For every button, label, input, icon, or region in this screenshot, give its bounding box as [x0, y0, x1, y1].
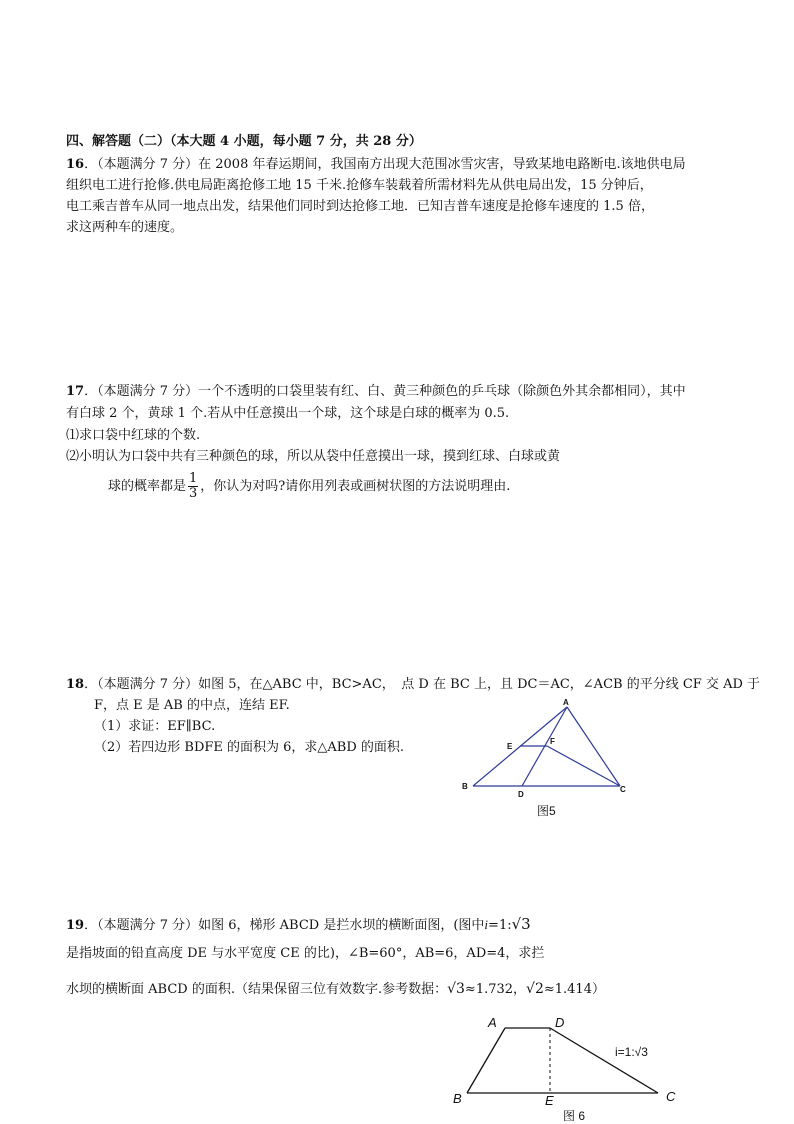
q19-ref-val2: ≈1.414）	[543, 982, 605, 997]
fig6-label-C: C	[666, 1089, 676, 1104]
q17-last-before: 球的概率都是	[108, 479, 187, 494]
q19-ref-sqrt2: √2	[526, 981, 544, 997]
fig6-label-B: B	[453, 1091, 462, 1106]
q18-number: 18	[66, 677, 85, 692]
q17-frac-num: 1	[189, 471, 198, 486]
fig6-label-D: D	[555, 1015, 565, 1030]
q17-last-after: ，你认为对吗?请你用列表或画树状图的方法说明理由.	[200, 479, 511, 494]
fig6-side-AB	[467, 1028, 505, 1093]
q16-number: 16	[66, 157, 85, 172]
q19-line-2: 是指坡面的铅直高度 DE 与水平宽度 CE 的比)，∠B=60°，AB=6，AD=4，求拦	[66, 946, 545, 961]
q16-line-1	[66, 156, 686, 174]
q17-frac-den: 3	[189, 486, 198, 501]
figure-5	[455, 695, 640, 805]
figure-6-caption: 图 6	[563, 1109, 586, 1123]
q17-line-2: 有白球 2 个，黄球 1 个.若从中任意摸出一个球，这个球是白球的概率为 0.5.	[66, 406, 510, 421]
q16-line-2: 组织电工进行抢修.供电局距离抢修工地 15 千米.抢修车装载着所需材料先从供电局出发，15 分钟后，	[66, 178, 653, 193]
q18-line-2: F，点 E 是 AB 的中点，连结 EF.	[94, 698, 290, 713]
fig5-label-A: A	[563, 698, 569, 707]
fig5-label-F: F	[550, 737, 555, 746]
q17-line-5	[108, 470, 510, 504]
q17-fraction	[188, 472, 198, 501]
q17-number: 17	[66, 384, 85, 399]
fig6-slope-label: i=1:√3	[615, 1045, 648, 1059]
fig5-label-E: E	[507, 742, 513, 751]
q19-line-3	[66, 978, 605, 1001]
fig5-side-AC	[567, 707, 620, 786]
q19-ratio: =1:	[488, 918, 512, 933]
q19-line-1	[66, 912, 531, 938]
q19-ref-val1: ≈1.732，	[464, 982, 527, 997]
figure-5-caption: 图5	[537, 804, 556, 818]
q19-text-3: 水坝的横断面 ABCD 的面积.（结果保留三位有效数字.参考数据：	[66, 982, 448, 997]
q18-part-1: （1）求证：EF∥BC.	[94, 719, 216, 734]
fig6-side-DC	[550, 1028, 658, 1093]
fig5-label-D: D	[518, 790, 524, 799]
fig6-label-A: A	[488, 1015, 497, 1030]
q16-line-4: 求这两种车的速度。	[66, 220, 184, 235]
section-header: 四、解答题（二）（本大题 4 小题，每小题 7 分，共 28 分）	[66, 134, 422, 149]
q19-i-symbol: i	[484, 917, 489, 932]
fig6-label-E: E	[545, 1093, 554, 1108]
q19-sqrt3: √3	[511, 915, 531, 933]
q19-number: 19	[66, 918, 85, 933]
q17-text-1: ．（本题满分 7 分）一个不透明的口袋里装有红、白、黄三种颜色的乒乓球（除颜色外其余都相同），其中	[84, 384, 686, 399]
fig5-segment-CF	[547, 746, 620, 786]
q19-text-1: ．（本题满分 7 分）如图 6，梯形 ABCD 是拦水坝的横断面图，(图中	[84, 918, 485, 933]
q17-line-1	[66, 383, 686, 401]
q19-ref-sqrt3: √3	[447, 981, 465, 997]
q16-line-3: 电工乘吉普车从同一地点出发，结果他们同时到达抢修工地．已知吉普车速度是抢修车速度的 1.5 倍，	[66, 199, 654, 214]
q17-part-2: ⑵小明认为口袋中共有三种颜色的球，所以从袋中任意摸出一球，摸到红球、白球或黄	[66, 449, 561, 464]
q16-text-1: ．（本题满分 7 分）在 2008 年春运期间，我国南方出现大范围冰雪灾害，导致某地电路断电.该地供电局	[84, 157, 686, 172]
q18-line-1	[66, 676, 760, 694]
q17-part-1: ⑴求口袋中红球的个数.	[66, 428, 201, 443]
fig5-label-B: B	[462, 782, 468, 791]
q18-text-1: ．（本题满分 7 分）如图 5，在△ABC 中，BC>AC， 点 D 在 BC 上，且 DC＝AC，∠ACB 的平分线 CF 交 AD 于	[84, 677, 761, 692]
q18-part-2: （2）若四边形 BDFE 的面积为 6，求△ABD 的面积.	[94, 740, 405, 755]
fig5-label-C: C	[620, 785, 626, 794]
